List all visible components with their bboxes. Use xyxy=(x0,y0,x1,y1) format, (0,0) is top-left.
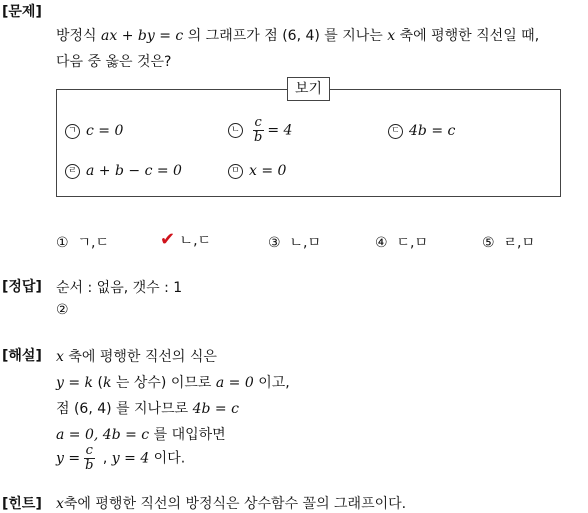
circled-mark: ㄷ xyxy=(388,124,403,139)
math-var: x xyxy=(56,496,64,512)
explanation-line-2 xyxy=(56,372,290,392)
hint-line xyxy=(56,493,406,513)
example-item-text: x = 0 xyxy=(249,163,287,179)
choice-number: ④ xyxy=(375,235,388,251)
problem-line-2: 다음 중 옳은 것은? xyxy=(56,54,172,70)
explanation-line-1 xyxy=(56,346,217,366)
choice-text: ㄷ,ㅁ xyxy=(396,235,428,251)
choice-4[interactable] xyxy=(375,232,428,252)
section-hint-label: [힌트] xyxy=(2,496,42,512)
choice-5[interactable] xyxy=(482,232,535,252)
section-problem-label: [문제] xyxy=(2,4,42,20)
math-expr: y = k xyxy=(56,375,94,391)
answer-line-2: ② xyxy=(56,302,69,318)
example-item-4 xyxy=(65,163,182,179)
math-expr: a = 0, 4b = c xyxy=(56,427,150,443)
choice-number: ⑤ xyxy=(482,235,495,251)
explanation-text: 이다. xyxy=(149,450,186,467)
math-var: k xyxy=(102,375,112,391)
example-item-text: c = 0 xyxy=(86,123,124,139)
example-item-2 xyxy=(228,116,292,145)
explanation-text: 는 상수) 이므로 xyxy=(111,375,216,391)
fraction xyxy=(252,116,264,145)
section-answer-label: [정답] xyxy=(2,279,42,295)
example-box-title: 보기 xyxy=(287,77,330,101)
choice-3[interactable] xyxy=(268,232,321,252)
fraction-numerator: c xyxy=(85,443,93,458)
example-item-text: a + b − c = 0 xyxy=(86,163,182,179)
explanation-line-3 xyxy=(56,398,239,418)
explanation-text: 점 (6, 4) 를 지나므로 xyxy=(56,401,193,417)
choice-text: ㄱ,ㄷ xyxy=(77,235,109,251)
choice-number: ① xyxy=(56,235,69,251)
math-var: x xyxy=(56,349,64,365)
problem-line-1 xyxy=(56,25,539,45)
choice-text: ㄹ,ㅁ xyxy=(503,235,535,251)
explanation-line-5 xyxy=(56,444,185,473)
example-item-text: = 4 xyxy=(267,122,293,139)
fraction-numerator: c xyxy=(254,115,262,130)
choice-2[interactable] xyxy=(160,229,211,250)
answer-line-1: 순서 : 없음, 갯수 : 1 xyxy=(56,280,183,296)
example-item-3 xyxy=(388,123,455,139)
choice-text: ㄴ,ㄷ xyxy=(179,233,212,249)
hint-text: 축에 평행한 직선의 방정식은 상수함수 꼴의 그래프이다. xyxy=(63,496,407,512)
explanation-text: 이고, xyxy=(253,375,290,391)
explanation-line-4 xyxy=(56,424,226,444)
circled-mark: ㅁ xyxy=(228,164,243,179)
example-item-text: 4b = c xyxy=(409,123,456,139)
explanation-text: 축에 평행한 직선의 식은 xyxy=(63,349,217,365)
math-expr: 4b = c xyxy=(192,401,239,417)
section-explanation-label: [해설] xyxy=(2,348,42,364)
choice-text: ㄴ,ㅁ xyxy=(289,235,321,251)
problem-text: 축에 평행한 직선일 때, xyxy=(395,28,540,44)
fraction xyxy=(83,444,95,473)
circled-mark: ㄹ xyxy=(65,164,80,179)
math-expr: y = 4 xyxy=(111,450,150,467)
circled-mark: ㄱ xyxy=(65,124,80,139)
problem-equation: ax + by = c xyxy=(101,28,184,44)
problem-text: 의 그래프가 점 (6, 4) 를 지나는 xyxy=(183,28,388,44)
explanation-text: , xyxy=(98,450,112,467)
choice-1[interactable] xyxy=(56,232,109,252)
explanation-text: 를 대입하면 xyxy=(149,427,226,443)
explanation-text: ( xyxy=(93,375,103,391)
fraction-denominator: b xyxy=(254,130,263,145)
math-expr: a = 0 xyxy=(215,375,254,391)
checkmark-icon: ✔ xyxy=(160,229,176,250)
example-item-1 xyxy=(65,123,123,139)
example-item-5 xyxy=(228,163,286,179)
fraction-denominator: b xyxy=(85,458,94,473)
choice-number: ③ xyxy=(268,235,281,251)
problem-text: 방정식 xyxy=(56,28,102,44)
math-expr: y = xyxy=(56,450,81,467)
problem-x-var: x xyxy=(387,28,396,44)
circled-mark: ㄴ xyxy=(228,123,243,138)
example-box xyxy=(56,89,561,197)
